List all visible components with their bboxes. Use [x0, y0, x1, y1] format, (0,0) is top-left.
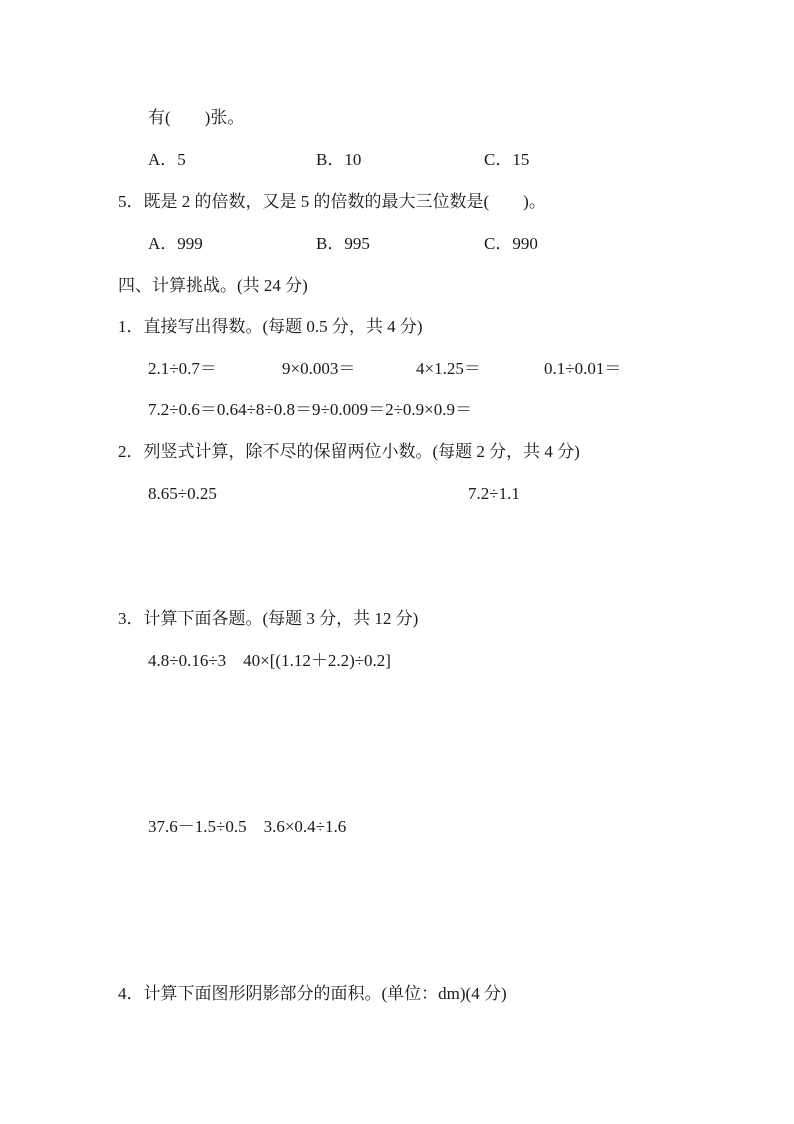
q5-option-b: B．995	[316, 234, 370, 253]
s4-q2-item-2: 7.2÷1.1	[468, 484, 520, 503]
s4-q1-item-1: 2.1÷0.7＝	[148, 359, 217, 378]
q5-option-a: A．999	[148, 234, 203, 253]
s4-q2-item-1: 8.65÷0.25	[148, 484, 217, 503]
q4-stem-tail: 有( )张。	[148, 108, 245, 127]
s4-q1-item-4: 0.1÷0.01＝	[544, 359, 622, 378]
q4-option-b: B．10	[316, 150, 362, 169]
q5-option-c: C．990	[484, 234, 538, 253]
q5-stem: 5．既是 2 的倍数，又是 5 的倍数的最大三位数是( )。	[118, 192, 546, 211]
s4-q3-stem: 3．计算下面各题。(每题 3 分，共 12 分)	[118, 609, 419, 628]
s4-q1-item-3: 4×1.25＝	[416, 359, 481, 378]
s4-q4-stem: 4．计算下面图形阴影部分的面积。(单位：dm)(4 分)	[118, 984, 507, 1003]
s4-q1-item-2: 9×0.003＝	[282, 359, 356, 378]
s4-q1-stem: 1．直接写出得数。(每题 0.5 分，共 4 分)	[118, 317, 423, 336]
q4-option-c: C．15	[484, 150, 530, 169]
s4-q2-stem: 2．列竖式计算，除不尽的保留两位小数。(每题 2 分，共 4 分)	[118, 442, 580, 461]
s4-q1-row-2: 7.2÷0.6＝0.64÷8÷0.8＝9÷0.009＝2÷0.9×0.9＝	[148, 400, 472, 419]
section-heading: 四、计算挑战。(共 24 分)	[118, 276, 308, 295]
q4-option-a: A．5	[148, 150, 186, 169]
s4-q3-row-2: 37.6－1.5÷0.5 3.6×0.4÷1.6	[148, 817, 347, 836]
s4-q3-row-1: 4.8÷0.16÷3 40×[(1.12＋2.2)÷0.2]	[148, 651, 391, 670]
